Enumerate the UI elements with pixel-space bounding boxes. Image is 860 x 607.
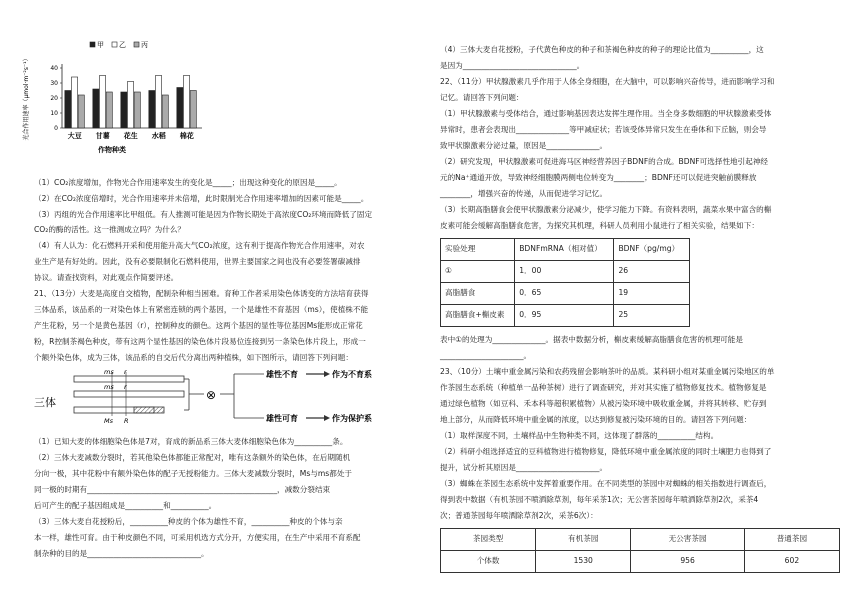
outcome-fertile: 雄性可育 <box>266 414 298 423</box>
question-text: （1）甲状腺激素与受体结合，通过影响基因表达发挥生理作用。当全身多数细胞的甲状腺激素受体 <box>440 109 772 118</box>
y-axis-label: 光合作用速率（μmol·m⁻²s⁻¹） <box>23 55 30 141</box>
table-cell: 高脂膳食+槲皮素 <box>441 305 515 327</box>
table-cell: 602 <box>744 551 839 573</box>
legend-label: 乙 <box>119 41 126 49</box>
svg-text:ms: ms <box>104 383 114 391</box>
x-tick-label: 甘薯 <box>95 132 110 140</box>
table-row <box>441 551 840 573</box>
outcome-sterile: 雄性不育 <box>266 370 298 379</box>
bar <box>149 91 155 129</box>
table-cell: 1530 <box>536 551 631 573</box>
question-text: 次；普通茶园每年喷洒除草剂2次，采茶6次）： <box>440 511 598 520</box>
y-tick-label: 0 <box>54 125 58 132</box>
question-text: （2）科研小组选择适宜的豆科植物进行植物修复，降低环境中重金属浓度的同时土壤肥力也得到了 <box>440 447 772 456</box>
question-text: 致甲状腺激素分泌过量，原因是______________。 <box>440 141 608 150</box>
bar <box>183 76 189 129</box>
question-text: （3）长期高脂膳食会使甲状腺激素分泌减少，使学习能力下降。有资料表明，蔬菜水果中富含的槲 <box>440 205 772 214</box>
bdnf-table <box>440 238 690 327</box>
bar <box>190 91 196 129</box>
translocated-segment <box>134 407 164 413</box>
table-row <box>441 283 690 305</box>
table-cell: ① <box>441 261 515 283</box>
question-text: 三体品系，该品系的一对染色体上有紧密连锁的两个基因，一个是雄性不育基因（ms），使植株不能 <box>34 305 369 314</box>
table-row <box>441 261 690 283</box>
bar <box>106 92 112 128</box>
question-text: 分向一极，其中花粉中有额外染色体的配子无授粉能力。三体大麦减数分裂时，Ms与ms都处于 <box>34 469 353 478</box>
table-cell: 25 <box>614 305 690 327</box>
question-text: （3）三体大麦自花授粉后，__________种皮的个体为雄性不育，__________种皮的个体与亲 <box>34 517 343 526</box>
question-text: 后可产生的配子基因组成是__________和__________。 <box>34 501 217 510</box>
bar <box>78 95 84 128</box>
self-cross-symbol: ⊗ <box>206 388 217 402</box>
question-text: 作茶园生态系统（种植单一品种茶树）进行了调查研究，并对其实施了植物修复技术。植物修复是 <box>440 383 767 392</box>
photosynthesis-bar-chart <box>20 38 210 178</box>
question-text: （3）丙组的光合作用速率比甲组低。有人推测可能是因为作物长期处于高浓度CO₂环境而降低了固定 <box>34 210 373 219</box>
y-tick-label: 10 <box>50 110 58 117</box>
chromosome-diagram <box>34 366 434 428</box>
question-text: （2）三体大麦减数分裂时，若其他染色体都能正常配对，唯有这条额外的染色体，在后期随机 <box>34 453 351 462</box>
legend-swatch <box>134 42 139 47</box>
question-text: 个额外染色体，成为三体，该品系的自交后代分离出两种植株，如下图所示，请回答下列问题： <box>34 353 353 362</box>
question-text: 是因为______________________________。 <box>440 61 585 70</box>
svg-text:r: r <box>124 383 127 391</box>
question-text: 通过绿色植物（如豆科、禾本科等超积累植物）从被污染环境中吸收重金属，并将其转移、贮存到 <box>440 399 767 408</box>
bar <box>155 76 161 129</box>
table-header: 有机茶园 <box>536 529 631 551</box>
svg-text:R: R <box>124 417 129 425</box>
x-tick-label: 花生 <box>123 132 138 140</box>
table-cell: 956 <box>631 551 745 573</box>
bar <box>127 82 133 129</box>
question-text: ______________________。 <box>440 351 532 360</box>
x-axis-label: 作物种类 <box>98 146 126 154</box>
question-text: （2）在CO₂浓度倍增时，光合作用速率并未倍增，此时限制光合作用速率增加的因素可能是_____。 <box>34 194 369 203</box>
question-text: 表中①的处理为______________。据表中数据分析，槲皮素缓解高脂膳食危害的机理可能是 <box>440 335 743 344</box>
svg-text:Ms: Ms <box>104 417 113 425</box>
svg-text:ms: ms <box>104 368 114 376</box>
legend-swatch <box>90 42 95 47</box>
question-text: 提升，试分析其原因是______________________。 <box>440 463 608 472</box>
question-text: 本一样，雄性可育。由于种皮颜色不同，可采用机选方式分开，方便实用，在生产中采用不育系配 <box>34 533 361 542</box>
legend-swatch <box>112 42 117 47</box>
question-text: 元的Na⁺通道开放，导致神经细胞膜两侧电位转变为________；BDNF还可以促进突触前膜释放 <box>440 173 757 182</box>
question-text: （1）CO₂浓度增加，作物光合作用速率发生的变化是_____；出现这种变化的原因是_____。 <box>34 178 342 187</box>
table-cell: 1．00 <box>515 261 614 283</box>
chromosome-2 <box>74 391 184 397</box>
question-text: 21、（13分）大麦是高度自交植物，配制杂种相当困难。育种工作者采用染色体诱变的方法培育获得 <box>34 289 369 298</box>
question-text: 业生产是有好处的。因此，没有必要限制化石燃料使用，世界主要国家之间也没有必要签署碳减排 <box>34 257 361 266</box>
question-text: （1）取样深度不同，土壤样品中生物种类不同，这体现了群落的__________结构。 <box>440 431 719 440</box>
tea-garden-table <box>440 528 840 573</box>
question-text: 22、（11分）甲状腺激素几乎作用于人体全身细胞，在大脑中，可以影响兴奋传导，进而影响学习和 <box>440 77 775 86</box>
bar <box>177 88 183 129</box>
x-tick-label: 大豆 <box>67 132 82 140</box>
question-text: 皮素可能会缓解高脂膳食危害，为探究其机理，科研人员利用小鼠进行了相关实验，结果如下： <box>440 221 759 230</box>
bar <box>65 91 71 129</box>
table-header: BDNFmRNA（相对值） <box>515 239 614 261</box>
question-text: 记忆。请回答下列问题： <box>440 93 524 102</box>
question-text: （3）蜘蛛在茶园生态系统中发挥着重要作用。在不同类型的茶园中对蜘蛛的相关指数进行调查后， <box>440 479 772 488</box>
y-tick-label: 40 <box>50 65 58 72</box>
question-text: ________，增强兴奋的传递，从而促进学习记忆。 <box>440 189 608 198</box>
table-header: 无公害茶园 <box>631 529 745 551</box>
table-cell: 个体数 <box>441 551 536 573</box>
x-tick-label: 水稻 <box>151 132 166 140</box>
question-text: （4）三体大麦自花授粉，子代黄色种皮的种子和茶褐色种皮的种子的理论比值为__________，这 <box>440 45 764 54</box>
bar <box>93 89 99 128</box>
question-text: 同一极的时期有__________________________________________________，减数分裂结束 <box>34 485 331 494</box>
table-cell: 高脂膳食 <box>441 283 515 305</box>
table-row <box>441 305 690 327</box>
table-header: BDNF（pg/mg） <box>614 239 690 261</box>
bar <box>99 76 105 129</box>
bar <box>162 95 168 128</box>
table-header: 茶园类型 <box>441 529 536 551</box>
question-text: 得到表中数据（有机茶园不喷洒除草剂，每年采茶1次；无公害茶园每年喷洒除草剂2次，采茶4 <box>440 495 759 504</box>
svg-text:r: r <box>124 368 127 376</box>
question-text: （1）已知大麦的体细胞染色体是7对，育成的新品系三体大麦体细胞染色体为__________条。 <box>34 437 348 446</box>
table-header: 普通茶园 <box>744 529 839 551</box>
y-tick-label: 20 <box>50 95 58 102</box>
question-text: 粉，R控制茶褐色种皮，带有这两个显性基因的染色体片段易位连接到另一条染色体片段上，形成一 <box>34 337 366 346</box>
y-tick-label: 30 <box>50 80 58 87</box>
table-header-row <box>441 239 690 261</box>
table-header: 实验处理 <box>441 239 515 261</box>
question-text: 地上部分，从而降低环境中重金属的浓度，以达到修复被污染环境的目的。请回答下列问题： <box>440 415 752 424</box>
question-text: （2）研究发现，甲状腺激素可促进海马区神经营养因子BDNF的合成。BDNF可选择性地引起神经 <box>440 157 769 166</box>
question-text: 异常时，患者会表现出______________等甲减症状；若该受体异常只发生在垂体和下丘脑，则会导 <box>440 125 767 134</box>
bar <box>121 92 127 128</box>
table-header-row <box>441 529 840 551</box>
legend-label: 丙 <box>141 41 148 49</box>
question-text: CO₂的酶的活性。这一推测成立吗？为什么？ <box>34 225 186 234</box>
trisomy-label: 三体 <box>34 396 56 409</box>
outcome-sterile-use: 作为不育系 <box>332 370 372 379</box>
table-cell: 0．65 <box>515 283 614 305</box>
question-text: 制杂种的目的是______________________________。 <box>34 549 209 558</box>
table-cell: 26 <box>614 261 690 283</box>
legend-label: 甲 <box>97 41 104 49</box>
x-tick-label: 棉花 <box>179 132 194 140</box>
question-text: 产生花粉，另一个是黄色基因（r），控制种皮的颜色。这两个基因的显性等位基因Ms能形成正常花 <box>34 321 363 330</box>
question-text: 协议。请查找资料，对此观点作简要评述。 <box>34 273 179 282</box>
question-text: （4）有人认为：化石燃料开采和使用能升高大气CO₂浓度，这有利于提高作物光合作用速率，对农 <box>34 241 365 250</box>
bar <box>134 92 140 128</box>
outcome-fertile-use: 作为保护系 <box>332 414 372 423</box>
table-cell: 0．95 <box>515 305 614 327</box>
question-text: 23、（10分）土壤中重金属污染和农药残留会影响茶叶的品质。某科研小组对某重金属污染地区的单 <box>440 367 775 376</box>
bar <box>71 77 77 128</box>
table-cell: 19 <box>614 283 690 305</box>
chromosome-1 <box>74 376 184 382</box>
